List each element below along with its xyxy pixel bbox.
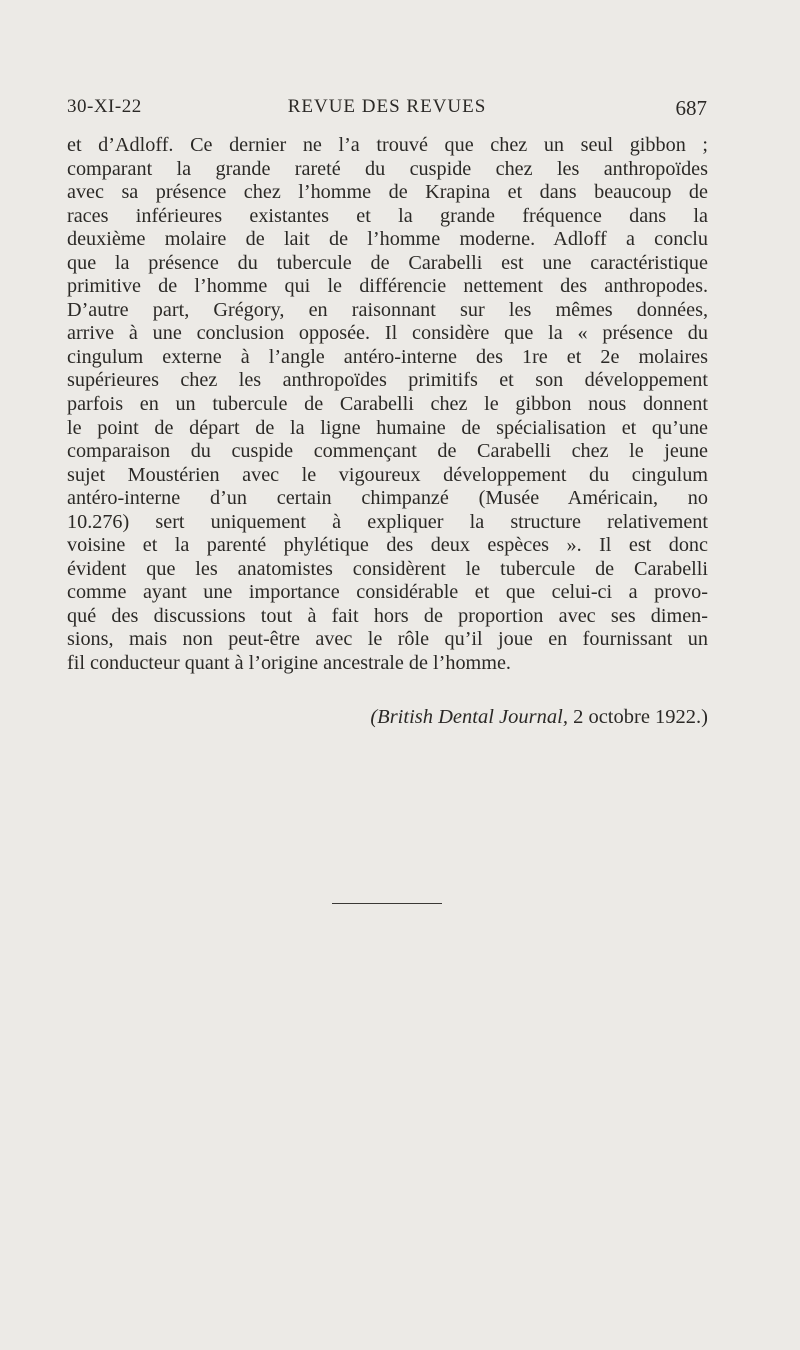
text-line: comme ayant une importance considérable et que celui-ci a provo- bbox=[67, 581, 708, 604]
text-line: primitive de l’homme qui le différencie nettement des anthropodes. bbox=[67, 275, 708, 298]
text-line: qué des discussions tout à fait hors de proportion avec ses dimen- bbox=[67, 604, 708, 627]
text-line: cingulum externe à l’angle antéro-interne des 1re et 2e molaires bbox=[67, 345, 708, 368]
body-paragraph bbox=[67, 134, 708, 676]
text-line: races inférieures existantes et la grande fréquence dans la bbox=[67, 204, 708, 227]
text-line: avec sa présence chez l’homme de Krapina et dans beaucoup de bbox=[67, 181, 708, 204]
page-number: 687 bbox=[675, 96, 707, 120]
text-line: que la présence du tubercule de Carabelli est une caractéristique bbox=[67, 251, 708, 274]
running-header bbox=[67, 96, 707, 122]
text-line: et d’Adloff. Ce dernier ne l’a trouvé que chez un seul gibbon ; bbox=[67, 134, 708, 156]
text-line: comparant la grande rareté du cuspide chez les anthropoïdes bbox=[67, 157, 708, 180]
text-line: deuxième molaire de lait de l’homme moderne. Adloff a conclu bbox=[67, 228, 708, 251]
text-line: fil conducteur quant à l’origine ancestrale de l’homme. bbox=[67, 652, 511, 675]
text-line: D’autre part, Grégory, en raisonnant sur les mêmes données, bbox=[67, 298, 708, 321]
text-line: parfois en un tubercule de Carabelli chez le gibbon nous donnent bbox=[67, 393, 708, 416]
text-line: sujet Moustérien avec le vigoureux développement du cingulum bbox=[67, 463, 708, 486]
text-line: voisine et la parenté phylétique des deux espèces ». Il est donc bbox=[67, 534, 708, 557]
text-line: comparaison du cuspide commençant de Carabelli chez le jeune bbox=[67, 440, 708, 463]
text-line: sions, mais non peut-être avec le rôle qu’il joue en fournissant un bbox=[67, 628, 708, 651]
text-line: évident que les anatomistes considèrent le tubercule de Carabelli bbox=[67, 557, 708, 580]
text-line: arrive à une conclusion opposée. Il considère que la « présence du bbox=[67, 322, 708, 345]
text-line: le point de départ de la ligne humaine de spécialisation et qu’une bbox=[67, 416, 708, 439]
citation-source: (British Dental Journal, bbox=[370, 706, 568, 728]
text-line: supérieures chez les anthropoïdes primitifs et son développement bbox=[67, 369, 708, 392]
text-line: antéro-interne d’un certain chimpanzé (Musée Américain, no bbox=[67, 487, 708, 510]
citation bbox=[370, 706, 708, 729]
section-divider bbox=[332, 903, 442, 904]
header-title: REVUE DES REVUES bbox=[287, 96, 487, 117]
header-date: 30-XI-22 bbox=[67, 96, 142, 117]
citation-date: 2 octobre 1922.) bbox=[567, 706, 708, 728]
text-line: 10.276) sert uniquement à expliquer la structure relativement bbox=[67, 510, 708, 533]
